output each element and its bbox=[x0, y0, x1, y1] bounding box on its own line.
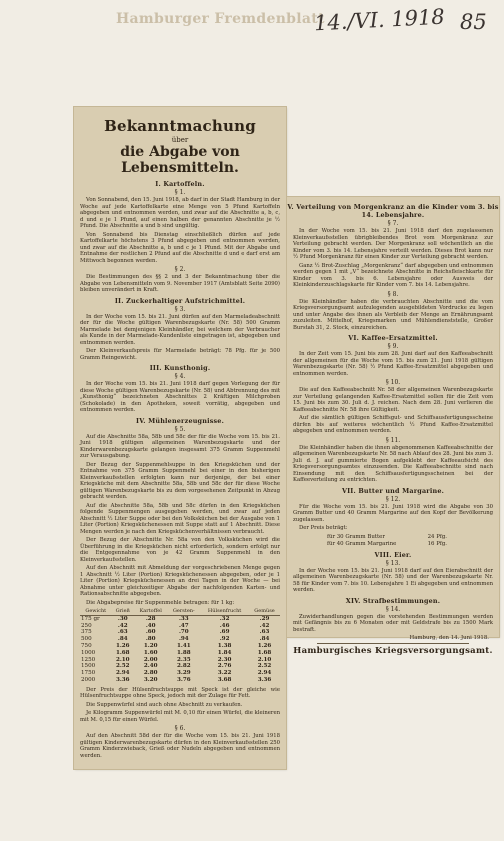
table-cell: .28 bbox=[145, 615, 156, 622]
paragraph-text: Der Bezug der Abschnitte Nr. 58a von den Volksküchen wird die Überführung in die Kriegsküchen nicht erforderlich, sondern erfolgt nur die Entgegennahme von je 42 Gramm Suppenmehl in den Kleinverkaufsstellen. bbox=[80, 537, 280, 563]
section-heading: VII. Butter und Margarine. bbox=[341, 486, 445, 495]
table-cell: 3.29 bbox=[176, 670, 191, 677]
left-after-table bbox=[74, 687, 286, 760]
table-cell: .29 bbox=[259, 615, 270, 622]
paragraph-text: Ganz ½ Brot-Zuschlag „Morgenkranz“ darf abgegeben und entnommen werden gegen 1 mit „V“ bezeichnete Abschnitte in Reichsfleischkarte für Kinder vom 3. bis 6. Lebensjahre oder Ausweis der Kleinkinderzuschlagskarte für Kinder vom 7. bis 14. Lebensjahre. bbox=[293, 262, 493, 288]
place-and-date: Hamburg, den 14. Juni 1918. bbox=[409, 635, 489, 641]
paragraph-text: Auf die Abschnitte 58a, 58b und 58c dürfen in den Kriegsküchen folgende Suppenmengen ausgegeben werden, und zwar auf jeden Abschnitt ½ Liter Suppe oder bei den Volksküchen bei der Ausgabe von 1 Liter (Portion) Kriegsküchenessen mit Suppe statt auf 1 Abschnitt. Diese Mengen werden je nach den Kriegsküchenverhältnissen verbraucht. bbox=[80, 502, 280, 535]
right-newspaper-clipping bbox=[287, 197, 499, 656]
table-row bbox=[80, 629, 280, 636]
paragraph-text: Der Bezug der Suppenmehlsuppe in den Kriegsküchen und der Entnahme von 375 Gramm Suppenmehl bei einer in den bisherigen Kleinverkaufsstellen erfolgten kann nur derjenige, der bei einer Kriegsküche mit dem Abschnitte 58a, 58b und 58c der für diese Woche gültigen Warenbezugskarte bis zu dem vorgesehenen Zeitpunkt in Abzug gebracht werden. bbox=[80, 461, 280, 500]
paragraph-number: § 6. bbox=[174, 725, 186, 733]
table-cell: .33 bbox=[178, 615, 189, 622]
table-cell: .42 bbox=[117, 622, 128, 629]
paragraph-text: In der Zeit vom 15. Juni bis zum 28. Juni darf auf den Kaffeeabschnitt der allgemeinen für die Woche vom 15. bis zum 21. Juni 1918 gültigen Warenbezugskarte (Nr. 58) ½ Pfund Kaffee-Ersatzmittel abgegeben und entnommen werden. bbox=[293, 351, 493, 377]
table-cell: 1250 bbox=[81, 656, 96, 663]
paragraph-text: Auf die Abschnitte 58a, 58b und 58c der für die Woche vom 15. bis 21. Juni 1918 gültigen allgemeinen Warenbezugskarte und der Kinderwarenbezugskarte gelangen insgesamt 375 Gramm Suppenmehl zur Verausgabung. bbox=[80, 433, 280, 459]
table-header-cell: Grieß bbox=[112, 608, 134, 615]
paragraph-number: § 14. bbox=[385, 605, 401, 613]
paragraph-number: § 3. bbox=[174, 305, 186, 313]
table-cell: 2.35 bbox=[176, 656, 191, 663]
table-cell: 1.41 bbox=[176, 642, 191, 649]
price-row bbox=[327, 534, 447, 541]
price-item: für 30 Gramm Butter bbox=[327, 533, 385, 540]
table-cell: 175 gr bbox=[81, 615, 100, 622]
table-cell: .40 bbox=[145, 622, 156, 629]
paragraph-number: § 7. bbox=[387, 220, 399, 227]
right-sections bbox=[287, 203, 499, 532]
table-cell: 1000 bbox=[81, 649, 96, 656]
left-newspaper-clipping bbox=[74, 107, 286, 769]
table-row bbox=[80, 657, 280, 664]
price-row bbox=[327, 541, 447, 548]
section-heading: III. Kunsthonig. bbox=[149, 364, 211, 372]
paragraph-number: § 4. bbox=[174, 373, 186, 380]
paragraph-text: Zuwiderhandlungen gegen die vorstehenden Bestimmungen werden mit Gefängnis bis zu 6 Monaten oder mit Geldstrafe bis zu 1500 Mark bestraft. bbox=[293, 613, 493, 633]
table-cell: 2.94 bbox=[257, 670, 272, 677]
paragraph-text: Der Preis beträgt: bbox=[299, 525, 348, 531]
announcement-subtitle: über bbox=[171, 136, 189, 144]
table-cell: .42 bbox=[259, 622, 270, 629]
soup-price-table bbox=[80, 608, 280, 684]
paragraph-text: Die Kleinhändler haben die verbrauchten Abschnitte und die vom Kriegsversorgungsamt aufzulegenden ausgebildeten Vordrucke zu legen und unter Angabe des ihnen als Verbleib der Menge an Ernährungsamt zuzuleiten. Mittelhof, Kriegsmarken und Mühlendienststelle, Großer Burstah 31, 2. Stock, einzureichen. bbox=[293, 298, 493, 331]
table-cell: .63 bbox=[117, 629, 128, 636]
table-cell: .63 bbox=[259, 629, 270, 636]
table-cell: .84 bbox=[117, 636, 128, 643]
paragraph-text: Der Kleinverkaufspreis für Marmelade beträgt: 78 Pfg. für je 500 Gramm Reingewicht. bbox=[80, 348, 280, 361]
paragraph-text: In der Woche vom 15. bis 21. Juni 1918 darf den zugelassenen Kleinverkaufsstellen übrigbleibendes Brot vom Morgenkranz zur Verteilung gebracht werden. Der Morgenkranz soll wöchentlich an die Kinder vom 3. bis 14. Lebensjahre verteilt werden. Dieses Brot kann nur ½ Pfund Morgenkranz für einen Kinder zur Verteilung gebracht werden. bbox=[293, 228, 493, 260]
table-header-cell: Gewicht bbox=[80, 608, 112, 615]
table-cell: .46 bbox=[219, 622, 230, 629]
handwritten-date: 14./VI. 1918 bbox=[313, 4, 446, 36]
price-value: 16 Pfg. bbox=[427, 540, 447, 547]
table-cell: .32 bbox=[219, 615, 230, 622]
table-cell: 1750 bbox=[81, 670, 96, 677]
paragraph-number: § 11. bbox=[385, 436, 401, 444]
section-heading: II. Zuckerhaltiger Aufstrichmittel. bbox=[114, 296, 246, 305]
table-cell: 375 bbox=[81, 629, 92, 636]
table-cell: 750 bbox=[81, 642, 92, 649]
section-heading: IV. Mühlenerzeugnisse. bbox=[136, 416, 224, 425]
page-number: 85 bbox=[460, 10, 487, 34]
left-sections bbox=[74, 180, 286, 606]
paragraph-number: § 10. bbox=[385, 379, 401, 386]
paragraph-text: Der Preis der Hülsenfruchtsuppe mit Speck ist der gleiche wie Hülsenfruchtsuppe ohne Speck, jedoch mit der Zulage für Fett. bbox=[80, 686, 280, 700]
price-item: für 40 Gramm Margarine bbox=[327, 540, 397, 547]
table-cell: 2.10 bbox=[257, 656, 272, 663]
announcement-topic: die Abgabe von Lebensmitteln. bbox=[120, 144, 240, 176]
table-cell: 2.76 bbox=[217, 663, 232, 670]
section-heading: I. Kartoffeln. bbox=[155, 180, 205, 188]
table-cell: 1.88 bbox=[176, 649, 191, 656]
paragraph-number: § 5. bbox=[174, 425, 186, 433]
table-cell: 3.36 bbox=[257, 676, 272, 683]
table-cell: 2000 bbox=[81, 676, 96, 683]
paragraph-text: In der Woche vom 15. bis 21. Juni 1918 darf auf den Eierabschnitt der allgemeinen Warenbezugskarte (Nr. 58) und der Warenbezugskarte Nr. 58 für Kinder vom 7. bis 10. Lebensjahre 1 Ei abgegeben und entnommen werden. bbox=[293, 567, 493, 593]
table-cell: 1500 bbox=[81, 663, 96, 670]
table-cell: .47 bbox=[178, 622, 189, 629]
table-header-cell: Gemüse bbox=[249, 608, 280, 615]
paragraph-text: Für die Woche vom 15. bis 21. Juni 1918 wird die Abgabe von 30 Gramm Butter und 40 Gramm Margarine auf den Kopf der Bevölkerung zugelassen. bbox=[293, 503, 493, 523]
table-row bbox=[80, 670, 280, 677]
table-cell: 3.22 bbox=[217, 670, 232, 677]
table-cell: 3.68 bbox=[217, 676, 232, 683]
section-heading: VI. Kaffee-Ersatzmittel. bbox=[348, 334, 438, 342]
divider bbox=[317, 643, 469, 644]
paragraph-text: Die auf den Kaffeeabschnitt Nr. 58 der allgemeinen Warenbezugskarte zur Verteilung gelangenden Kaffee-Ersatzmittel sollen für die Zeit vom 15. Juni bis zum 30. Juli d. J. reichen. Nach dem 28. Juni verlieren die Kaffeeabschnitte Nr. 58 ihre Gültigkeit. bbox=[293, 387, 493, 413]
paragraph-number: § 1. bbox=[174, 189, 186, 196]
table-cell: 2.52 bbox=[115, 663, 130, 670]
table-cell: .30 bbox=[117, 615, 128, 622]
paragraph-text: Die Kleinhändler haben die ihnen abgenommenen Kaffeeabschnitte der allgemeinen Warenbezugskarte Nr. 58 nach Ablauf des 28. Juni bis zum 3. Juli d. J. auf gummierte Bogen aufgeklebt der Kaffeeaufsicht des Kriegsversorgungsamtes einzusenden. Die Kaffeeabschnitte sind nach Einsendung mit den Schiffsausfertigungsscheinen bei der Kaffeeverteilung zu entrichten. bbox=[293, 444, 493, 483]
table-cell: 1.84 bbox=[217, 649, 232, 656]
table-header-cell: Gersten- bbox=[167, 608, 200, 615]
table-cell: .69 bbox=[219, 629, 230, 636]
paragraph-number: § 9. bbox=[387, 343, 399, 350]
table-header-cell: Hülsenfrucht bbox=[200, 608, 249, 615]
paragraph-text: Die Abgabepreise für Suppenmehle betragen: für 1 kg: bbox=[86, 599, 235, 606]
newspaper-masthead: Hamburger Fremdenblatt bbox=[116, 11, 325, 27]
issuing-authority: Hamburgisches Kriegsversorgungsamt. bbox=[293, 645, 493, 656]
paragraph-text: Auf den Abschnitt mit Abmeldung der vorgeschriebenen Menge gegen 1 Abschnitt ½ Liter (Portion) Kriegsküchenessen abgegeben, oder je 1 Liter (Portion) Kriegsküchenessen an drei Tagen in der Woche — bei Abnahme unter gleichzeitiger Abgabe der nachfolgenden Karten- und Rationsabschnitte abgegeben. bbox=[80, 565, 280, 597]
table-cell: .80 bbox=[145, 636, 156, 643]
paragraph-number: § 13. bbox=[385, 559, 401, 567]
table-cell: 1.68 bbox=[115, 649, 130, 656]
table-cell: 2.52 bbox=[257, 663, 272, 670]
paragraph-number: § 2. bbox=[174, 266, 186, 273]
table-row bbox=[80, 677, 280, 684]
table-cell: .92 bbox=[219, 636, 230, 643]
paragraph-number: § 12. bbox=[385, 495, 401, 503]
table-cell: 2.82 bbox=[176, 663, 191, 670]
table-cell: 1.60 bbox=[143, 649, 158, 656]
paragraph-text: Die Suppenwürfel sind auch ohne Abschnitt zu verkaufen. bbox=[86, 701, 243, 708]
table-cell: 2.30 bbox=[217, 656, 232, 663]
table-cell: 1.68 bbox=[257, 649, 272, 656]
table-row bbox=[80, 615, 280, 622]
table-cell: 3.36 bbox=[115, 676, 130, 683]
table-cell: 500 bbox=[81, 636, 92, 643]
paragraph-text: Je Kilogramm Suppenwürfel mit M. 0,10 für einen Würfel, die kleineren mit M. 0,15 für einen Würfel. bbox=[80, 710, 280, 723]
section-heading-penalties: XIV. Strafbestimmungen. bbox=[345, 596, 441, 605]
table-cell: 1.26 bbox=[257, 642, 272, 649]
table-row bbox=[80, 650, 280, 657]
table-cell: .60 bbox=[145, 629, 156, 636]
paragraph-text: Von Sonnabend bis Dienstag einschließlich dürfen auf jede Kartoffelkarte höchstens 3 Pfund abgegeben und entnommen werden, und zwar auf die Abschnitte a, b und c je 1 Pfund. Mit der Abgabe und Entnahme der restlichen 2 Pfund auf die Abschnitte d und e darf erst am Mittwoch begonnen werden. bbox=[80, 231, 280, 264]
section-heading: V. Verteilung von Morgenkranz an die Kinder vom 3. bis 14. Lebensjahre. bbox=[287, 203, 499, 219]
paragraph-text: Von Sonnabend, den 15. Juni 1918, ab darf in der Stadt Hamburg in der Woche auf jede Kartoffelkarte eine Menge von 5 Pfund Kartoffeln abgegeben und entnommen werden, und zwar auf die Abschnitte a, b, c, d und e je 1 Pfund, auf einen halben der genannten Abschnitte je ½ Pfund. Die Abschnitte a und b sind ungültig. bbox=[80, 197, 280, 229]
table-row bbox=[80, 636, 280, 643]
table-cell: 1.26 bbox=[115, 642, 130, 649]
table-cell: 1.38 bbox=[217, 642, 232, 649]
table-cell: 2.10 bbox=[115, 656, 130, 663]
paragraph-text: In der Woche vom 15. bis 21. Juni dürfen auf den Marmeladeabschnitt der für die Woche gültigen Warenbezugskarte (Nr. 58) 500 Gramm Marmelade bei demjenigen Kleinhändler, bei welchem der Verbraucher als Kunde in der Marmelade-Kundenliste eingetragen ist, abgegeben und entnommen werden. bbox=[80, 313, 280, 346]
table-cell: 2.94 bbox=[115, 670, 130, 677]
paragraph-text: In der Woche vom 15. bis 21. Juni 1918 darf gegen Vorlegung der für diese Woche gültigen Warenbezugskarte (Nr. 58) und Abtrennung des mit „Kunsthonig“ bezeichneten Abschnittes 2 Kräftigen Milchproben (Schokolade) in den Apotheken, soweit vorrätig, abgegeben und entnommen werden. bbox=[80, 381, 280, 413]
table-cell: .70 bbox=[178, 629, 189, 636]
table-cell: .94 bbox=[178, 636, 189, 643]
paragraph-text: Auf den Abschnitt 58d der für die Woche vom 15. bis 21. Juni 1918 gültigen Kinderwarenbezugskarte dürfen in den Kleinverkaufsstellen 250 Gramm Kinderzwieback, Grieß oder Nudeln abgegeben und entnommen werden. bbox=[80, 733, 280, 759]
table-cell: 250 bbox=[81, 622, 92, 629]
table-row bbox=[80, 623, 280, 630]
table-cell: 2.40 bbox=[143, 663, 158, 670]
announcement-title: Bekanntmachung bbox=[104, 117, 256, 135]
price-value: 24 Pfg. bbox=[427, 533, 447, 540]
archive-header bbox=[0, 0, 504, 60]
table-cell: 3.76 bbox=[176, 676, 191, 683]
table-cell: 3.20 bbox=[143, 676, 158, 683]
table-cell: 1.20 bbox=[143, 642, 158, 649]
section-heading-eggs: VIII. Eier. bbox=[374, 550, 412, 559]
paragraph-number: § 8. bbox=[387, 290, 399, 298]
table-cell: 2.80 bbox=[143, 670, 158, 677]
table-cell: 2.00 bbox=[143, 656, 158, 663]
paragraph-text: Auf die sämtlich gültigen Schiffsgut- und Schiffsausfertigungsscheine dürfen bis auf weiteres wöchentlich ½ Pfund Kaffee-Ersatzmittel abgegeben und entnommen werden. bbox=[293, 415, 493, 434]
paragraph-text: Die Bestimmungen des §§ 2 und 3 der Bekanntmachung über die Abgabe von Lebensmitteln vom 9. November 1917 (Amtsblatt Seite 2090) bleiben unverändert in Kraft. bbox=[80, 274, 280, 293]
butter-price-list bbox=[327, 534, 493, 548]
table-header-cell: Kartoffel bbox=[134, 608, 167, 615]
table-row bbox=[80, 643, 280, 650]
table-row bbox=[80, 663, 280, 670]
table-cell: .84 bbox=[259, 636, 270, 643]
